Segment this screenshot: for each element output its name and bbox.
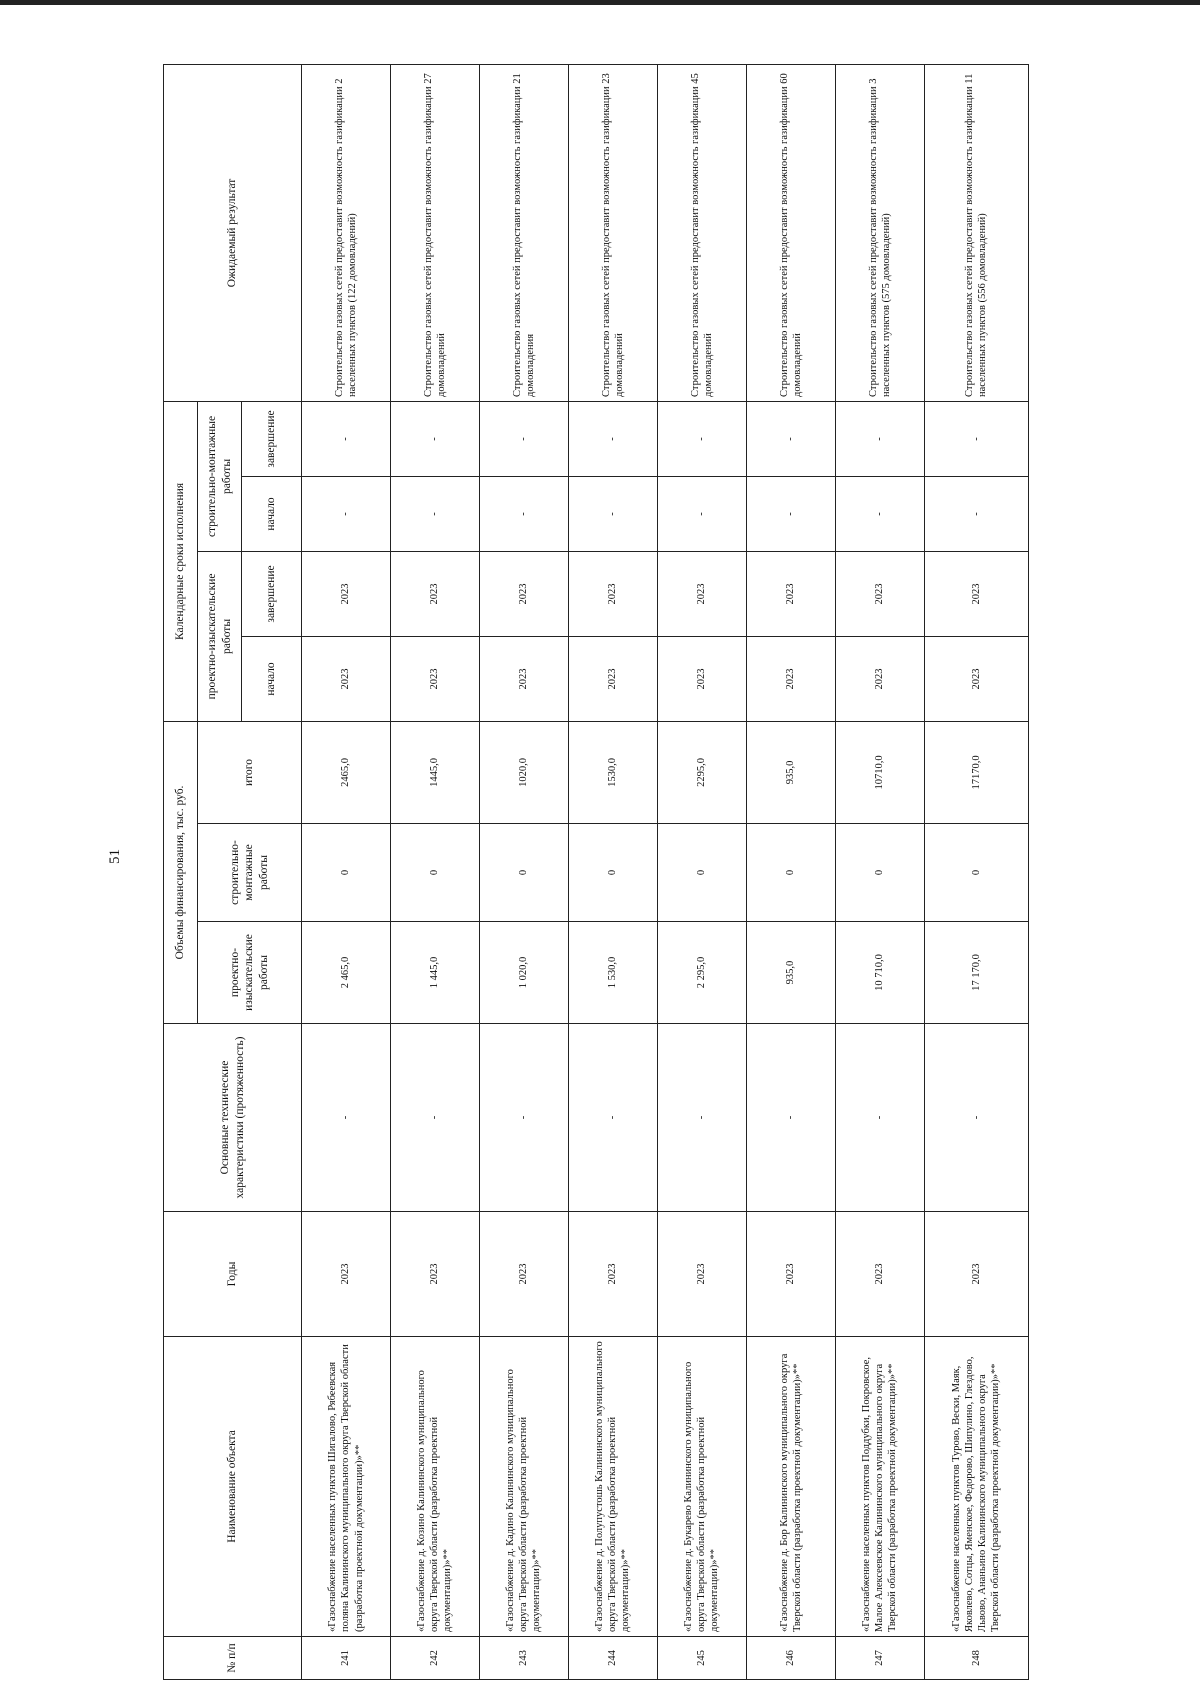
row-result: Строительство газовых сетей предоставит возможность газификации 23 домовладений — [568, 64, 657, 401]
row-result: Строительство газовых сетей предоставит возможность газификации 3 населенных пунктов (575 домовладений) — [835, 64, 924, 401]
row-result: Строительство газовых сетей предоставит возможность газификации 27 домовладений — [390, 64, 479, 401]
row-total-funding: 1445,0 — [390, 721, 479, 823]
row-year: 2023 — [657, 1212, 746, 1337]
row-design-funding: 1 530,0 — [568, 922, 657, 1024]
table-row — [657, 64, 746, 1679]
table-row — [746, 64, 835, 1679]
row-name: «Газоснабжение д. Полупустошь Калининского муниципального округа Тверской области (разработка проектной документации)»** — [568, 1337, 657, 1637]
row-total-funding: 1020,0 — [479, 721, 568, 823]
row-construction-start: - — [924, 476, 1028, 551]
header-design-works: проектно-изыскательские работы — [198, 551, 242, 721]
header-funding-design: проектно-изыскательские работы — [198, 922, 302, 1024]
row-name: «Газоснабжение д. Кадино Калининского муниципального округа Тверской области (разработка проектной документации)»** — [479, 1337, 568, 1637]
row-construction-funding: 0 — [924, 824, 1028, 922]
row-total-funding: 2465,0 — [302, 721, 391, 823]
header-construction-end: завершение — [242, 401, 302, 476]
table-row — [302, 64, 391, 1679]
row-name: «Газоснабжение д. Букарево Калининского муниципального округа Тверской области (разработка проектной документации)»** — [657, 1337, 746, 1637]
row-year: 2023 — [479, 1212, 568, 1337]
row-design-start: 2023 — [479, 636, 568, 721]
row-design-funding: 1 445,0 — [390, 922, 479, 1024]
rotated-page-content — [163, 65, 1029, 1680]
row-num: 241 — [302, 1637, 391, 1680]
row-design-start: 2023 — [924, 636, 1028, 721]
row-result: Строительство газовых сетей предоставит возможность газификации 11 населенных пунктов (556 домовладений) — [924, 64, 1028, 401]
row-construction-funding: 0 — [302, 824, 391, 922]
header-funding-total: итого — [198, 721, 302, 823]
row-construction-end: - — [835, 401, 924, 476]
row-design-end: 2023 — [568, 551, 657, 636]
header-row-1 — [164, 64, 198, 1679]
header-funding-construction: строительно-монтажные работы — [198, 824, 302, 922]
row-tech: - — [924, 1024, 1028, 1212]
row-year: 2023 — [835, 1212, 924, 1337]
row-construction-funding: 0 — [479, 824, 568, 922]
row-name: «Газоснабжение населенных пунктов Турово, Вески, Маяк, Яковлево, Сотцы, Яменское, Федорово, Шипулино, Глездово, Львово, Ананьино Калининского муниципального округа Тверской области (разработка проектной документации)»** — [924, 1337, 1028, 1637]
row-design-start: 2023 — [835, 636, 924, 721]
row-num: 244 — [568, 1637, 657, 1680]
row-total-funding: 17170,0 — [924, 721, 1028, 823]
row-design-funding: 935,0 — [746, 922, 835, 1024]
table-row — [390, 64, 479, 1679]
row-name: «Газоснабжение д. Козино Калининского муниципального округа Тверской области (разработка проектной документации)»** — [390, 1337, 479, 1637]
row-design-funding: 17 170,0 — [924, 922, 1028, 1024]
row-construction-start: - — [390, 476, 479, 551]
row-tech: - — [302, 1024, 391, 1212]
row-design-funding: 2 465,0 — [302, 922, 391, 1024]
header-design-end: завершение — [242, 551, 302, 636]
row-num: 248 — [924, 1637, 1028, 1680]
row-year: 2023 — [302, 1212, 391, 1337]
row-design-start: 2023 — [657, 636, 746, 721]
row-construction-start: - — [302, 476, 391, 551]
row-num: 247 — [835, 1637, 924, 1680]
row-result: Строительство газовых сетей предоставит возможность газификации 60 домовладений — [746, 64, 835, 401]
scan-top-edge — [0, 0, 1200, 5]
row-tech: - — [835, 1024, 924, 1212]
header-num: № п/п — [164, 1637, 302, 1680]
row-tech: - — [568, 1024, 657, 1212]
row-year: 2023 — [568, 1212, 657, 1337]
row-design-end: 2023 — [924, 551, 1028, 636]
header-construction-works: строительно-монтажные работы — [198, 401, 242, 551]
row-design-end: 2023 — [479, 551, 568, 636]
header-name: Наименование объекта — [164, 1337, 302, 1637]
row-design-start: 2023 — [390, 636, 479, 721]
row-name: «Газоснабжение д. Бор Калининского муниципального округа Тверской области (разработка проектной документации)»** — [746, 1337, 835, 1637]
row-tech: - — [657, 1024, 746, 1212]
row-construction-funding: 0 — [746, 824, 835, 922]
row-construction-funding: 0 — [390, 824, 479, 922]
row-construction-end: - — [479, 401, 568, 476]
row-construction-end: - — [302, 401, 391, 476]
header-tech: Основные технические характеристики (протяженность) — [164, 1024, 302, 1212]
table-row — [924, 64, 1028, 1679]
header-funding: Объемы финансирования, тыс. руб. — [164, 721, 198, 1023]
row-name: «Газоснабжение населенных пунктов Поддубки, Покровское, Малое Алексеевское Калининского муниципального округа Тверской области (разработка проектной документации)»** — [835, 1337, 924, 1637]
gasification-table — [163, 64, 1029, 1680]
row-design-end: 2023 — [302, 551, 391, 636]
page-number: 51 — [107, 849, 123, 864]
table-row — [835, 64, 924, 1679]
row-construction-end: - — [746, 401, 835, 476]
row-num: 246 — [746, 1637, 835, 1680]
row-construction-start: - — [479, 476, 568, 551]
row-total-funding: 935,0 — [746, 721, 835, 823]
row-design-end: 2023 — [657, 551, 746, 636]
row-tech: - — [479, 1024, 568, 1212]
row-total-funding: 1530,0 — [568, 721, 657, 823]
row-construction-funding: 0 — [835, 824, 924, 922]
row-design-start: 2023 — [302, 636, 391, 721]
row-construction-end: - — [390, 401, 479, 476]
row-design-end: 2023 — [835, 551, 924, 636]
header-years: Годы — [164, 1212, 302, 1337]
header-result: Ожидаемый результат — [164, 64, 302, 401]
row-total-funding: 2295,0 — [657, 721, 746, 823]
row-construction-end: - — [657, 401, 746, 476]
row-num: 245 — [657, 1637, 746, 1680]
table-row — [568, 64, 657, 1679]
header-calendar: Календарные сроки исполнения — [164, 401, 198, 721]
row-design-start: 2023 — [568, 636, 657, 721]
row-name: «Газоснабжение населенных пунктов Шигалово, Рябеевская поляна Калининского муниципального округа Тверской области (разработка проектной документации)»** — [302, 1337, 391, 1637]
row-construction-start: - — [568, 476, 657, 551]
row-num: 243 — [479, 1637, 568, 1680]
row-tech: - — [746, 1024, 835, 1212]
table-row — [479, 64, 568, 1679]
row-tech: - — [390, 1024, 479, 1212]
row-construction-start: - — [657, 476, 746, 551]
row-construction-start: - — [746, 476, 835, 551]
row-construction-start: - — [835, 476, 924, 551]
row-construction-funding: 0 — [657, 824, 746, 922]
row-design-end: 2023 — [390, 551, 479, 636]
row-result: Строительство газовых сетей предоставит возможность газификации 21 домовладения — [479, 64, 568, 401]
row-year: 2023 — [924, 1212, 1028, 1337]
header-design-start: начало — [242, 636, 302, 721]
row-num: 242 — [390, 1637, 479, 1680]
header-construction-start: начало — [242, 476, 302, 551]
row-year: 2023 — [390, 1212, 479, 1337]
row-design-funding: 1 020,0 — [479, 922, 568, 1024]
row-design-start: 2023 — [746, 636, 835, 721]
row-design-end: 2023 — [746, 551, 835, 636]
row-design-funding: 10 710,0 — [835, 922, 924, 1024]
row-year: 2023 — [746, 1212, 835, 1337]
row-construction-end: - — [924, 401, 1028, 476]
row-result: Строительство газовых сетей предоставит возможность газификации 2 населенных пунктов (122 домовладений) — [302, 64, 391, 401]
row-design-funding: 2 295,0 — [657, 922, 746, 1024]
row-result: Строительство газовых сетей предоставит возможность газификации 45 домовладений — [657, 64, 746, 401]
row-construction-funding: 0 — [568, 824, 657, 922]
row-total-funding: 10710,0 — [835, 721, 924, 823]
row-construction-end: - — [568, 401, 657, 476]
